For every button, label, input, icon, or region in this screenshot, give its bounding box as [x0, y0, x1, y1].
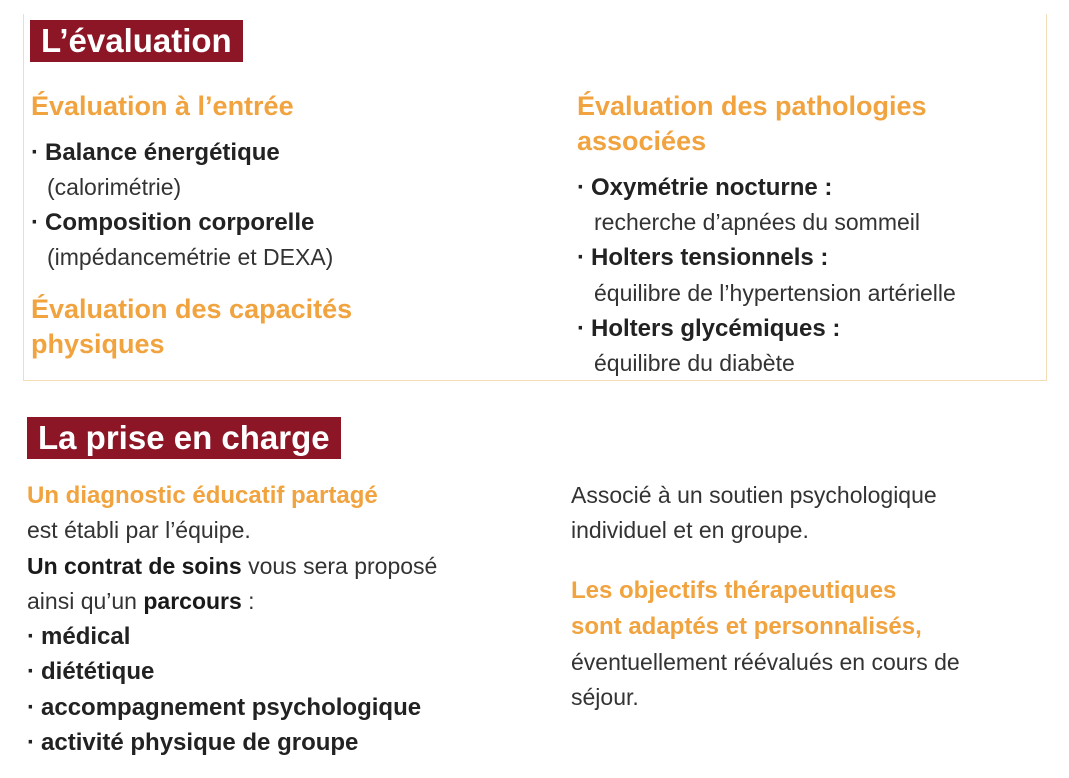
para-parcours: [27, 584, 255, 619]
bullet: ·: [27, 694, 35, 721]
parcours-rest: :: [241, 588, 255, 614]
item-detail: équilibre du diabète: [594, 350, 795, 376]
para-equipe: est établi par l’équipe.: [27, 517, 251, 543]
item-detail: (calorimétrie): [47, 174, 182, 200]
heading-diagnostic: Un diagnostic éducatif partagé: [27, 482, 378, 509]
bullet: ·: [27, 658, 35, 685]
heading-objectifs-line1: Les objectifs thérapeutiques: [571, 577, 897, 604]
contrat-bold: Un contrat de soins: [27, 553, 242, 579]
bullet: ·: [577, 244, 585, 271]
list-item-dietetique: [27, 654, 154, 689]
list-item-balance: [31, 135, 280, 170]
contrat-rest: vous sera proposé: [241, 553, 438, 579]
list-item-holters-glyc: [577, 311, 840, 346]
para-soutien-line2: individuel et en groupe.: [571, 517, 809, 543]
para-reevalues-line1: éventuellement réévalués en cours de: [571, 649, 960, 675]
heading-pathologies-line2: associées: [577, 126, 707, 156]
heading-pathologies-line1: Évaluation des pathologies: [577, 91, 927, 121]
bullet: ·: [31, 209, 39, 236]
item-label: Holters tensionnels :: [591, 244, 829, 271]
parcours-bold: parcours: [143, 588, 242, 614]
para-contrat: [27, 549, 437, 584]
item-label: diététique: [41, 658, 155, 685]
item-label: Holters glycémiques :: [591, 315, 841, 342]
item-detail: équilibre de l’hypertension artérielle: [594, 280, 956, 306]
para-soutien-line1: Associé à un soutien psychologique: [571, 482, 937, 508]
heading-capacites-line1: Évaluation des capacités: [31, 294, 353, 324]
para-reevalues-line2: séjour.: [571, 684, 639, 710]
heading-objectifs-line2: sont adaptés et personnalisés,: [571, 613, 922, 640]
bullet: ·: [27, 623, 35, 650]
list-item-composition: [31, 205, 314, 240]
heading-evaluation-entree: Évaluation à l’entrée: [31, 91, 294, 121]
item-label: Balance énergétique: [45, 139, 280, 166]
evaluation-title: L’évaluation: [30, 20, 243, 62]
ainsi-text: ainsi qu’un: [27, 588, 144, 614]
item-detail: recherche d’apnées du sommeil: [594, 209, 921, 235]
list-item-oxymetrie: [577, 170, 832, 205]
bullet: ·: [27, 729, 35, 756]
list-item-psychologique: [27, 690, 421, 725]
item-label: Oxymétrie nocturne :: [591, 174, 833, 201]
item-label: médical: [41, 623, 131, 650]
item-label: accompagnement psychologique: [41, 694, 422, 721]
heading-capacites-line2: physiques: [31, 329, 165, 359]
item-detail: (impédancemétrie et DEXA): [47, 244, 334, 270]
item-label: activité physique de groupe: [41, 729, 359, 756]
list-item-medical: [27, 619, 130, 654]
list-item-holters-tension: [577, 240, 828, 275]
bullet: ·: [577, 174, 585, 201]
item-label: Composition corporelle: [45, 209, 315, 236]
bullet: ·: [31, 139, 39, 166]
bullet: ·: [577, 315, 585, 342]
prise-en-charge-title: La prise en charge: [27, 417, 341, 459]
list-item-activite: [27, 725, 358, 760]
